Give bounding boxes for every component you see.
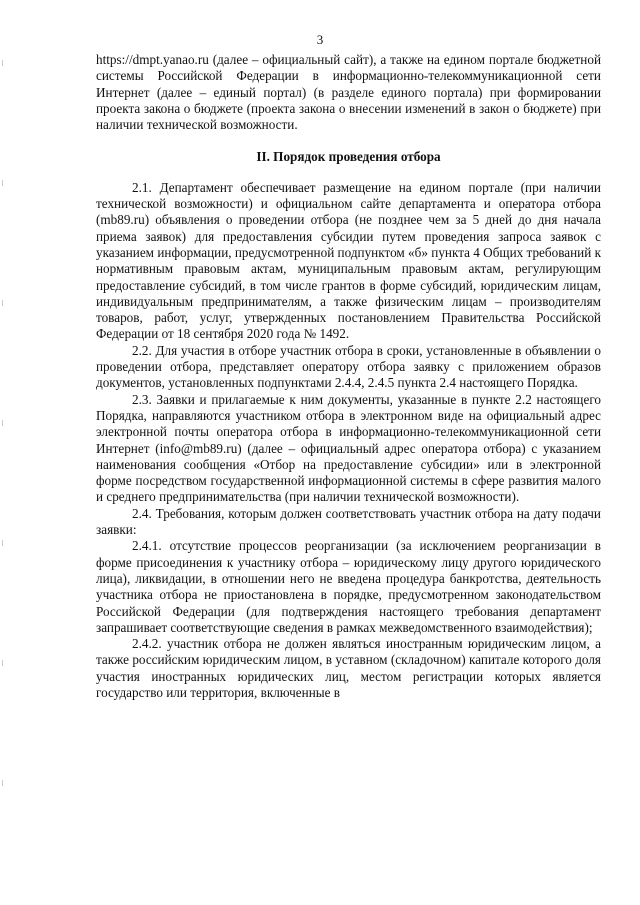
continued-paragraph: https://dmpt.yanao.ru (далее – официальный сайт), а также на едином портале бюджетной системы Российской Федерации в информационно-телекоммуникационной сети Интернет (далее – единый портал) (в разделе единого портала) при формировании проекта закона о бюджете (проекта закона о внесении изменений в закон о бюджете) при наличии технической возможности. [96,52,601,133]
paragraph-2-4-1: 2.4.1. отсутствие процессов реорганизации (за исключением реорганизации в форме присоединения к участнику отбора – юридическому лицу другого юридического лица), ликвидации, в отношении него не введена процедура банкротства, деятельность участника отбора не приостановлена в порядке, предусмотренном законодательством Российской Федерации (для подтверждения настоящего требования департамент запрашивает соответствующие сведения в рамках межведомственного взаимодействия); [96,538,601,635]
paragraph-2-2: 2.2. Для участия в отборе участник отбора в сроки, установленные в объявлении о проведении отбора, представляет оператору отбора заявку с приложением образов документов, установленных подпунктами 2.4.4, 2.4.5 пункта 2.4 настоящего Порядка. [96,342,601,391]
scan-margin-marks [2,0,4,905]
paragraph-2-3: 2.3. Заявки и прилагаемые к ним документы, указанные в пункте 2.2 настоящего Порядка, направляются участником отбора в электронном виде на официальный адрес электронной почты оператора отбора в информационно-телекоммуникационной сети Интернет (info@mb89.ru) (далее – официальный адрес оператора отбора) с указанием наименования сообщения «Отбор на предоставление субсидии» или в электронной форме посредством государственной информационной системы в сфере развития малого и среднего предпринимательства (при наличии технической возможности). [96,391,601,505]
paragraph-2-1: 2.1. Департамент обеспечивает размещение на едином портале (при наличии технической возможности) и официальном сайте департамента и оператора отбора (mb89.ru) объявления о проведении отбора (не позднее чем за 5 дней до дня начала приема заявок) для предоставления субсидии путем проведения запроса заявок с указанием информации, предусмотренной подпунктом «б» пункта 4 Общих требований к нормативным правовым актам, муниципальным правовым актам, регулирующим предоставление субсидий, в том числе грантов в форме субсидий, юридическим лицам, индивидуальным предпринимателям, а также физическим лицам – производителям товаров, работ, услуг, утвержденных постановлением Правительства Российской Федерации от 18 сентября 2020 года № 1492. [96,179,601,342]
paragraph-2-4-2: 2.4.2. участник отбора не должен являться иностранным юридическим лицом, а также российским юридическим лицом, в уставном (складочном) капитале которого доля участия иностранных юридических лиц, местом регистрации которых является государство или территория, включенные в [96,636,601,700]
page-number: 3 [316,32,324,47]
paragraph-2-4: 2.4. Требования, которым должен соответствовать участник отбора на дату подачи заявки: [96,505,601,538]
section-heading: II. Порядок проведения отбора [256,149,441,165]
document-body [96,52,601,701]
